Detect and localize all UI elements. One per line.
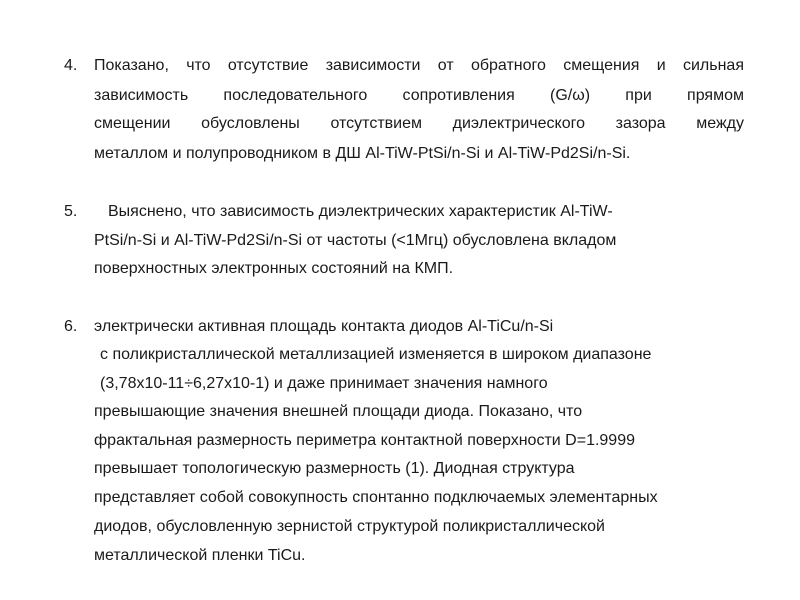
item-line: с поликристаллической металлизацией изменяется в широком диапазоне [100,346,652,363]
item-line: превышающие значения внешней площади диода. Показано, что [94,403,583,420]
item-line: поверхностных электронных состояний на КМП. [94,260,454,277]
item-line: смещении обусловлены отсутствием диэлектрического зазора между [94,115,744,132]
item-number: 5. [64,203,78,220]
item-line: диодов, обусловленную зернистой структурой поликристаллической [94,518,605,535]
item-line: фрактальная размерность периметра контактной поверхности D=1.9999 [94,432,635,449]
item-line: превышает топологическую размерность (1). Диодная структура [94,460,575,477]
item-line: металлом и полупроводником в ДШ Al-TiW-PtSi/n-Si и Al-TiW-Pd2Si/n-Si. [94,145,631,162]
item-line: зависимость последовательного сопротивления (G/ω) при прямом [94,87,744,104]
item-line: Показано, что отсутствие зависимости от обратного смещения и сильная [94,57,744,74]
item-line: Выяснено, что зависимость диэлектрических характеристик Al-TiW- [108,203,613,220]
item-number: 4. [64,57,78,74]
item-number: 6. [64,318,78,335]
item-line: металлической пленки TiCu. [94,547,306,564]
item-line: (3,78х10-11÷6,27х10-1) и даже принимает значения намного [100,375,548,392]
item-line: электрически активная площадь контакта диодов Al-TiCu/n-Si [94,318,554,335]
item-line: представляет собой совокупность спонтанно подключаемых элементарных [94,489,658,506]
item-line: PtSi/n-Si и Al-TiW-Pd2Si/n-Si от частоты (<1Mгц) обусловлена вкладом [94,232,617,249]
